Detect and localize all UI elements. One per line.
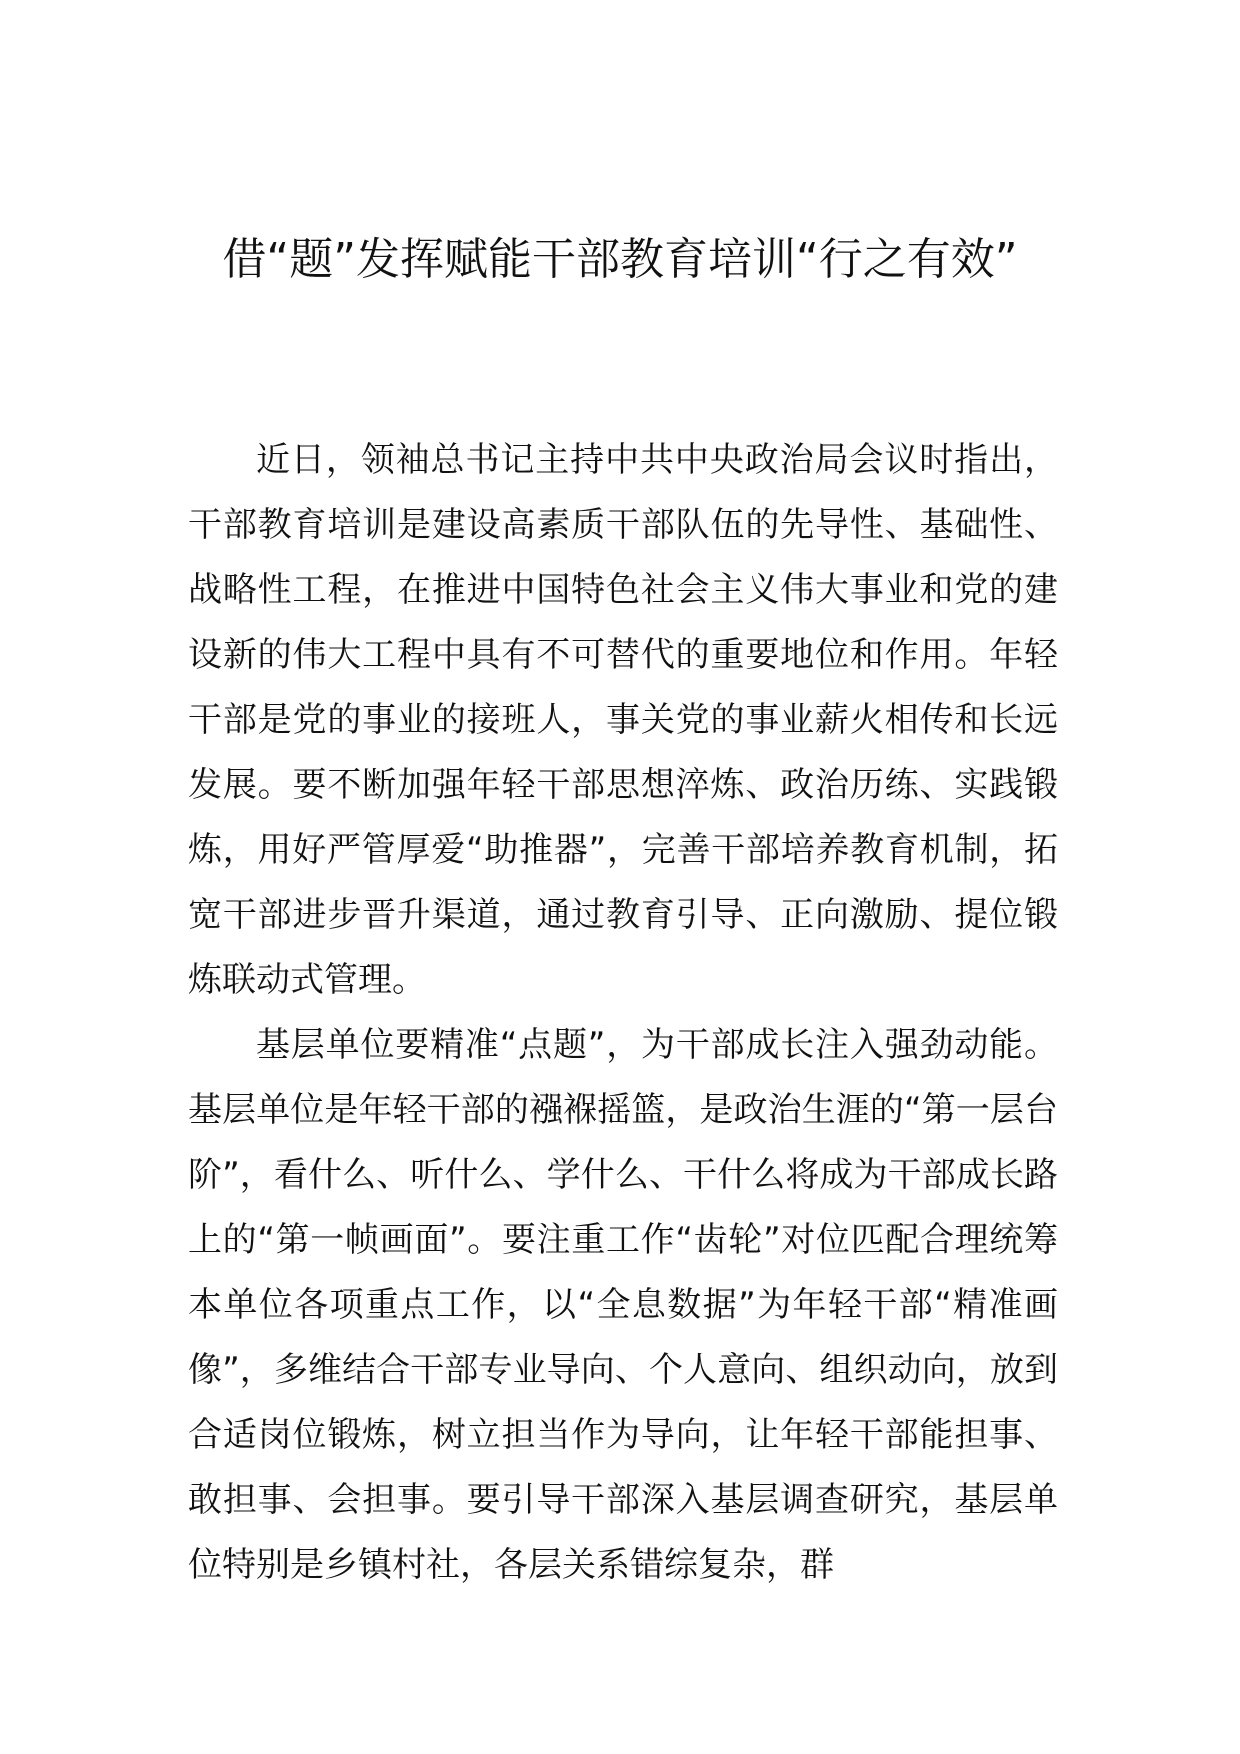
document-body — [188, 428, 1058, 1598]
paragraph-1: 近日，领袖总书记主持中共中央政治局会议时指出，干部教育培训是建设高素质干部队伍的先导性、基础性、战略性工程，在推进中国特色社会主义伟大事业和党的建设新的伟大工程中具有不可替代的重要地位和作用。年轻干部是党的事业的接班人，事关党的事业薪火相传和长远发展。要不断加强年轻干部思想淬炼、政治历练、实践锻炼，用好严管厚爱“助推器”，完善干部培养教育机制，拓宽干部进步晋升渠道，通过教育引导、正向激励、提位锻炼联动式管理。 — [188, 440, 1058, 1000]
document-title: 借“题”发挥赋能干部教育培训“行之有效” — [222, 234, 1018, 285]
paragraph-2: 基层单位要精准“点题”，为干部成长注入强劲动能。基层单位是年轻干部的襁褓摇篮，是政治生涯的“第一层台阶”，看什么、听什么、学什么、干什么将成为干部成长路上的“第一帧画面”。要注重工作“齿轮”对位匹配合理统筹本单位各项重点工作，以“全息数据”为年轻干部“精准画像”，多维结合干部专业导向、个人意向、组织动向，放到合适岗位锻炼，树立担当作为导向，让年轻干部能担事、敢担事、会担事。要引导干部深入基层调查研究，基层单位特别是乡镇村社，各层关系错综复杂，群 — [188, 1025, 1058, 1585]
